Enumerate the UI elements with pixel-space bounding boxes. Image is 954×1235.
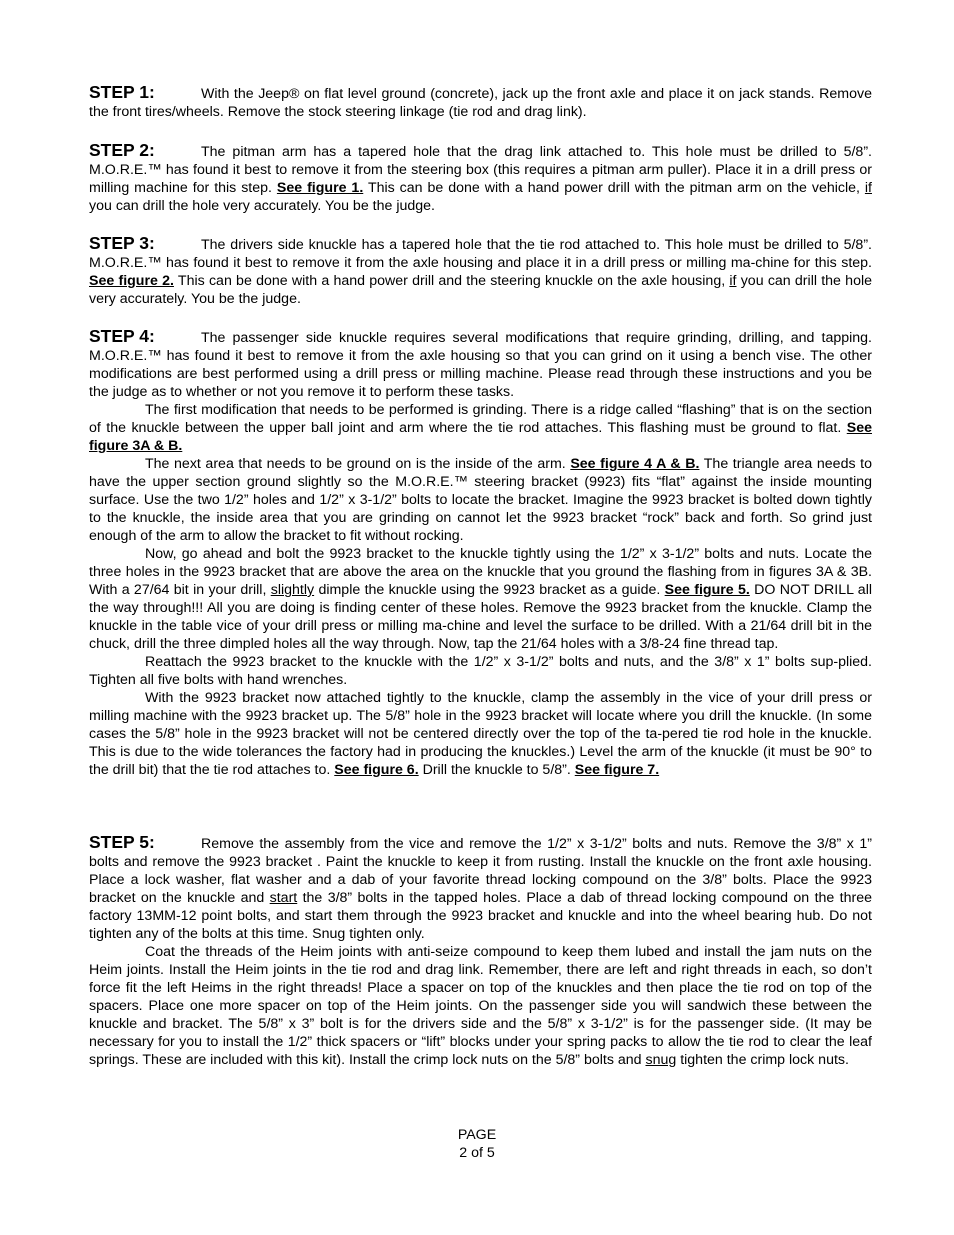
emphasized-text: if [864,180,872,196]
text-run: tighten the crimp lock nuts. [676,1052,849,1068]
page-number: 2 of 5 [459,1145,495,1161]
step-3 [89,234,872,308]
step-paragraph [89,141,872,215]
text-run: Coat the threads of the Heim joints with anti-seize compound to keep them lubed and install the jam nuts on the Heim joints. Install the Heim joints in the tie rod and drag link. Remember, there are left and right threads in each, so don’t force fit the left Heims in the right threads! Place a spacer on top of the knuckles and then place the tie rod on top of the spacers. Place one more spacer on top of the Heim joints. On the passenger side you will sandwich these between the knuckle and bracket. The 5/8” x 3” bolt is for the drivers side and the 5/8” x 3-1/2” is for the passenger side. (It may be necessary for you to install the 1/2” thick spacers or “lift” blocks under your spring packs to allow the tie rod to clear the leaf springs. These are included with this kit). Install the crimp lock nuts on the 5/8” bolts and [89,944,872,1068]
text-run: you can drill the hole very accurately. You be the judge. [89,198,435,214]
figure-reference: See figure 4 A & B. [570,456,700,472]
text-run: The pitman arm has a tapered hole that the drag link attached to. This hole must be drilled to 5/8”. M.O.R.E.™ has found it best to remove it from the steering box (this requires a pitman arm puller). Place it in a drill press or milling machine for this step. [89,144,872,196]
figure-reference: See figure 5. [664,582,750,598]
emphasized-text: slightly [270,582,315,598]
step-label: STEP 1: [89,82,155,102]
step-paragraph [89,455,872,545]
emphasized-text: start [269,890,298,906]
step-label: STEP 5: [89,832,155,852]
step-paragraph [89,83,872,121]
step-label: STEP 3: [89,233,155,253]
figure-reference: See figure 2. [89,273,174,289]
step-5 [89,833,872,1069]
step-2 [89,141,872,215]
step-paragraph [89,401,872,455]
text-run: The drivers side knuckle has a tapered hole that the tie rod attached to. This hole must be drilled to 5/8”. M.O.R.E.™ has found it best to remove it from the axle housing and place it in a drill press or milling ma-chine for this step. [89,237,872,271]
text-run: DO NOT DRILL all the way through!!! All you are doing is finding center of these holes. Remove the 9923 bracket from the knuckle. Clamp the knuckle in the table vice of your drill press or milling ma-chine and level the surface to be drilled. With a 21/64 drill bit in the chuck, drill the three dimpled holes all the way through. Now, tap the 21/64 holes with a 3/8-24 fine thread tap. [89,582,872,652]
emphasized-text: snug [645,1052,677,1068]
step-paragraph [89,545,872,653]
step-paragraph [89,689,872,779]
text-run: This can be done with a hand power drill with the pitman arm on the vehicle, [363,180,865,196]
page-label: PAGE [457,1127,497,1143]
figure-reference: See figure 3A & B. [89,420,872,454]
step-paragraph [89,327,872,401]
text-run: Reattach the 9923 bracket to the knuckle with the 1/2” x 3-1/2” bolts and nuts, and the 3/8” x 1” bolts sup-plied. Tighten all five bolts with hand wrenches. [89,654,872,688]
step-4 [89,327,872,779]
text-run: With the Jeep® on flat level ground (concrete), jack up the front axle and place it on jack stands. Remove the front tires/wheels. Remove the stock steering linkage (tie rod and drag link). [89,86,872,120]
emphasized-text: if [729,273,737,289]
step-paragraph [89,653,872,689]
text-run: This can be done with a hand power drill and the steering knuckle on the axle housing, [173,273,730,289]
figure-reference: See figure 7. [574,762,660,778]
step-paragraph [89,833,872,943]
text-run: the 3/8” bolts in the tapped holes. Place a dab of thread locking compound on the three factory 13MM-12 point bolts, and start them through the 9923 bracket and knuckle and into the wheel bearing hub. Do not tighten any of the bolts at this time. Snug tighten only. [89,890,872,942]
step-label: STEP 4: [89,326,155,346]
text-run: With the 9923 bracket now attached tightly to the knuckle, clamp the assembly in the vice of your drill press or milling machine with the 9923 bracket up. The 5/8” hole in the 9923 bracket will locate where you drill the knuckle. (In some cases the 5/8” hole in the 9923 bracket will not be centered directly over the top of the ta-pered tie rod hole in the knuckle. This is due to the wide tolerances the factory had in producing the knuckles.) Level the arm of the knuckle (it must be 90° to the drill bit) that the tie rod attaches to. [89,690,872,778]
text-run: you can drill the hole very accurately. You be the judge. [89,273,872,307]
text-run: The next area that needs to be ground on is the inside of the arm. [145,456,571,472]
text-run: Now, go ahead and bolt the 9923 bracket to the knuckle tightly using the 1/2” x 3-1/2” bolts and nuts. Locate the three holes in the 9923 bracket that are above the area on the knuckle that you ground the flashing from in figures 3A & 3B. With a 27/64 bit in your drill, [89,546,872,598]
text-run: The passenger side knuckle requires several modifications that require grinding, drilling, and tapping. M.O.R.E.™ has found it best to remove it from the axle housing so that you can grind on it using a bench vise. The other modifications are best performed using a drill press or milling machine. Please read through these instructions and you be the judge as to whether or not you remove it to perform these tasks. [89,330,872,400]
text-run: The triangle area needs to have the upper section ground slightly so the M.O.R.E.™ steering bracket (9923) fits “flat” against the inside mounting surface. Use the two 1/2” holes and 1/2” x 3-1/2” bolts to locate the bracket. Imagine the 9923 bracket is bolted down tightly to the knuckle, the inside area that you are grinding on cannot let the 9923 bracket “rock” back and forth. So grind just enough of the arm to allow the bracket to fit without rocking. [89,456,872,544]
figure-reference: See figure 1. [276,180,364,196]
text-run: Remove the assembly from the vice and remove the 1/2” x 3-1/2” bolts and nuts. Remove the 3/8” x 1” bolts and remove the 9923 bracket . Paint the knuckle to keep it from rusting. Install the knuckle on the front axle housing. Place a lock washer, flat washer and a dab of your favorite thread locking compound on the 3/8” bolts. Place the 9923 bracket on the knuckle and [89,836,872,906]
step-1 [89,83,872,121]
text-run: Drill the knuckle to 5/8”. [418,762,575,778]
step-paragraph [89,234,872,308]
step-paragraph [89,943,872,1069]
text-run: The first modification that needs to be performed is grinding. There is a ridge called “flashing” that is on the section of the knuckle between the upper ball joint and arm where the tie rod attaches. This flashing must be ground to flat. [89,402,872,436]
page-footer [0,1126,954,1162]
step-label: STEP 2: [89,140,155,160]
figure-reference: See figure 6. [334,762,419,778]
text-run: dimple the knuckle using the 9923 bracket as a guide. [314,582,665,598]
